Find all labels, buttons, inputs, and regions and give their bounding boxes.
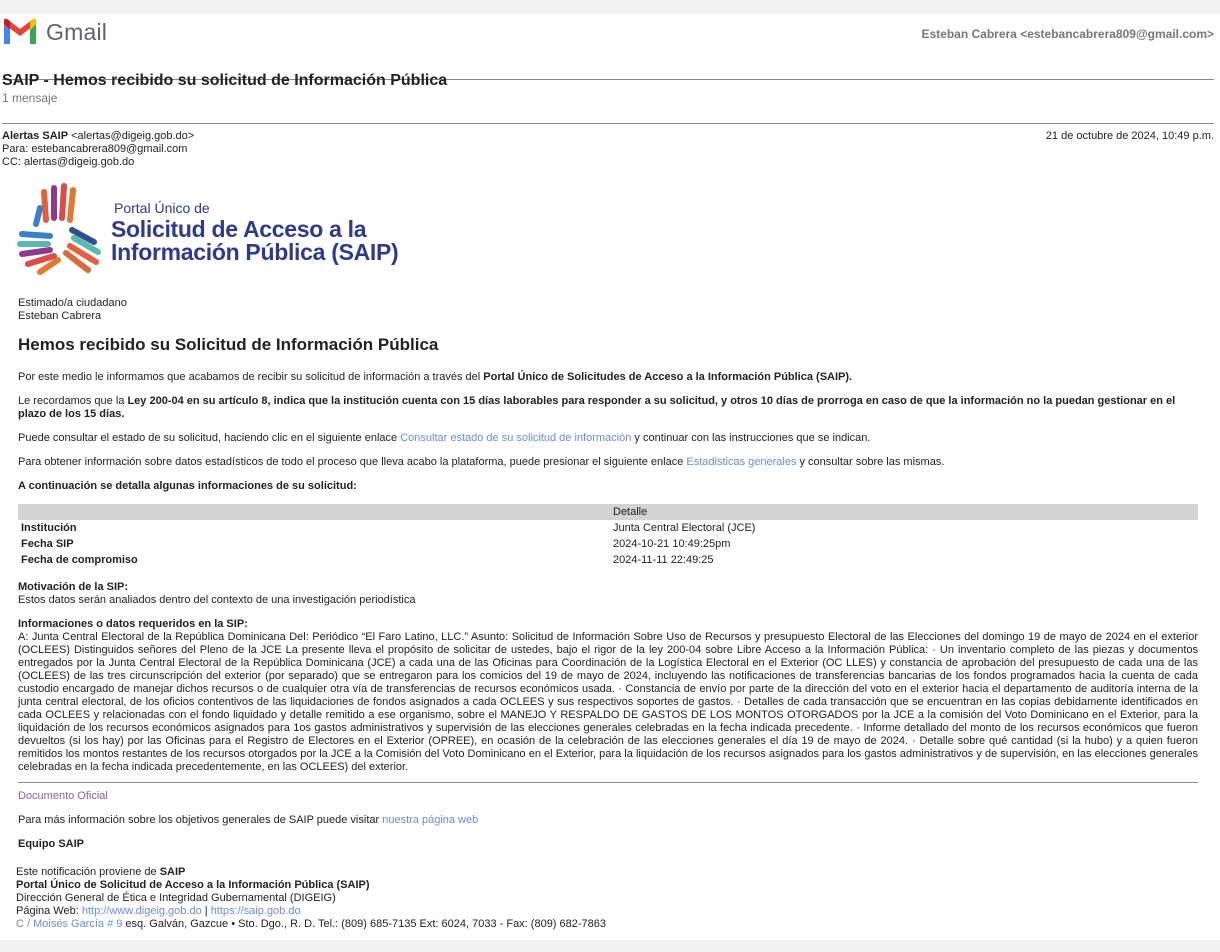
- body-heading: Hemos recibido su Solicitud de Información Pública: [18, 335, 439, 354]
- intro-text: Por este medio le informamos que acabamos de recibir su solicitud de información a través del: [18, 371, 484, 383]
- status-link[interactable]: Consultar estado de su solicitud de información: [400, 432, 632, 444]
- saip-logo-line3: Información Pública (SAIP): [111, 239, 399, 265]
- footer-text: Este notificación proviene de: [16, 866, 160, 878]
- footer-line1: [16, 866, 606, 879]
- message-count: 1 mensaje: [2, 91, 58, 105]
- footer-line2: Portal Único de Solicitud de Acceso a la Información Pública (SAIP): [16, 879, 370, 891]
- requested-text: A: Junta Central Electoral de la República Dominicana Del: Periódico “El Faro Latino, LLC.” Asunto: Solicitud de Información Sobre Uso de Recursos y presupuesto Electoral de las Elecciones del domingo 19 de mayo de 2024 en el exterior (OCLEES) Distinguidos señores del Pleno de la JCE La presente lleva el propósito de solicitar de ustedes, bajo el rigor de la ley 200-04 sobre Libre Acceso a la Información Pública: · Un inventario completo de las piezas y documentos entregados por la Junta Central Electoral de la República Dominicana (JCE) a cada una de las Oficinas para Coordinación de la Logística Electoral en el Exterior (OC LLES) y constancia de aprobación del presupuesto de cada una de las (OCLEES) de las tres circunscripción del exterior (por separado) que se entregaron para los comicios del 19 de mayo de 2024, incluyendo las notificaciones de transferencias bancarias de los fondos programados hacia la cuenta de cada custodio encargado de manejar dichos recursos o de cualquier otra vía de transferencias de recursos económicos usada. · Constancia de envío por parte de la dirección del voto en el exterior hacia el departamento de auditoría interna de la junta central electoral, de los oficios contentivos de las liquidaciones de fondos asignados a cada OCLEES y sus respectivos soportes de gastos. · Detalles de cada transacción que se encuentran en las copias debidamente identificados en cada OCLEES y relacionadas con el fondo liquidado y detalle remitido a ese organismo, sobre el MANEJO Y RESPALDO DE GASTOS DE LOS MONTOS OTORGADOS por la JCE a la comisión del Voto Dominicano en el Exterior, para la liquidación de los recursos económicos asignados para 1os gastos administrativos y supervisión de las elecciones generales celebradas en la fecha indicada precedente. · Informe detallado del monto de los recursos económicos que fueron devueltos (si los hay) por las Oficinas para el Registro de Electores en el Exterior (OPREE), en ocasión de la celebración de las elecciones generales el día 19 de mayo de 2024. · Detalle sobre qué cantidad (si la hubo) y a quien fueron remitidos los montos restantes de los recursos otorgados por la JCE a la Comisión del Voto Dominicano en el Exterior, para la liquidación de los recursos asignados para los gastos administrativos y de supervisión, en las elecciones generales celebradas en la fecha indicada precedentemente, en las OCLEES) del exterior.: [18, 631, 1198, 773]
- law-text: Le recordamos que la: [18, 395, 128, 407]
- gmail-wordmark: Gmail: [46, 18, 108, 45]
- details-intro: A continuación se detalla algunas informaciones de su solicitud:: [18, 480, 357, 492]
- to-line: Para: estebancabrera809@gmail.com: [2, 143, 188, 155]
- document-link[interactable]: Documento Oficial: [18, 790, 108, 802]
- row-label: Institución: [21, 522, 77, 534]
- digeig-link[interactable]: http://www.digeig.gob.do: [81, 905, 202, 917]
- requested-title: Informaciones o datos requeridos en la SIP:: [18, 618, 248, 630]
- details-table: [18, 504, 1198, 568]
- cc-line: CC: alertas@digeig.gob.do: [2, 156, 135, 168]
- details-header-row: [18, 504, 1198, 520]
- saip-emblem-icon: [16, 178, 111, 278]
- stats-text-after: y consultar sobre las mismas.: [796, 456, 945, 468]
- saip-logo-line1: Portal Único de: [114, 200, 210, 216]
- email-subject: SAIP - Hemos recibido su solicitud de Información Pública: [2, 72, 448, 89]
- saip-logo-line2: Solicitud de Acceso a la: [111, 216, 367, 242]
- intro-bold: Portal Único de Solicitudes de Acceso a la Información Pública (SAIP).: [483, 371, 853, 383]
- address-link[interactable]: C / Moisés García # 9: [16, 918, 123, 930]
- sender-name: Alertas SAIP: [2, 130, 69, 142]
- stats-text: Para obtener información sobre datos estadísticos de todo el proceso que lleva acabo la plataforma, puede presionar el siguiente enlace: [18, 456, 687, 468]
- message-date: 21 de octubre de 2024, 10:49 p.m.: [1045, 130, 1214, 142]
- sender-line: [2, 130, 194, 143]
- body-divider: [18, 782, 1198, 783]
- footer-web: [16, 905, 606, 918]
- footer: [16, 866, 606, 931]
- message-meta: [2, 130, 194, 169]
- motivation-title: Motivación de la SIP:: [18, 581, 129, 593]
- table-row: [18, 520, 1198, 536]
- row-value: 2024-10-21 10:49:25pm: [613, 538, 731, 550]
- row-value: Junta Central Electoral (JCE): [613, 522, 756, 534]
- saip-logo: [16, 178, 406, 278]
- more-info-text: Para más información sobre los objetivos generales de SAIP puede visitar: [18, 814, 383, 826]
- row-label: Fecha de compromiso: [21, 554, 138, 566]
- details-header: Detalle: [610, 504, 1198, 520]
- saip-link[interactable]: https://saip.gob.do: [210, 905, 301, 917]
- subject-divider: [2, 123, 1214, 124]
- footer-address: [16, 918, 606, 931]
- row-value: 2024-11-11 22:49:25: [613, 554, 714, 566]
- status-text: Puede consultar el estado de su solicitud, haciendo clic en el siguiente enlace: [18, 432, 401, 444]
- requested-section: [18, 618, 1198, 774]
- table-row: [18, 536, 1198, 552]
- gmail-m-icon: [2, 18, 38, 46]
- row-label: Fecha SIP: [21, 538, 74, 550]
- paragraph-law: [18, 395, 1198, 421]
- greeting-line1: Estimado/a ciudadano: [18, 297, 127, 309]
- web-separator: |: [201, 905, 211, 917]
- footer-bold: SAIP: [159, 866, 186, 878]
- greeting-line2: Esteban Cabrera: [18, 310, 102, 322]
- table-row: [18, 552, 1198, 568]
- sender-email: <alertas@digeig.gob.do>: [71, 130, 195, 142]
- stats-link[interactable]: Estadisticas generales: [686, 456, 797, 468]
- status-text-after: y continuar con las instrucciones que se indican.: [631, 432, 871, 444]
- gmail-header: [0, 16, 1220, 56]
- law-bold: Ley 200-04 en su artículo 8, indica que la institución cuenta con 15 días laborables para responder a su solicitud, y otros 10 días de prorroga en caso de que la información no la puedan gestionar en el plazo de los 15 días.: [18, 395, 1176, 420]
- gmail-logo: [2, 18, 107, 46]
- motivation-section: [18, 581, 1198, 607]
- footer-line3: Dirección General de Ética e Integridad Gubernamental (DIGEIG): [16, 892, 336, 904]
- team-signature: Equipo SAIP: [18, 838, 84, 850]
- paragraph-status: [18, 432, 1198, 445]
- document-link-row: [18, 790, 1198, 803]
- website-link[interactable]: nuestra página web: [382, 814, 479, 826]
- paragraph-intro: [18, 371, 1198, 384]
- web-label: Página Web:: [16, 905, 82, 917]
- paragraph-stats: [18, 456, 1198, 469]
- address-text: esq. Galván, Gazcue • Sto. Dgo., R. D. Tel.: (809) 685-7135 Ext: 6024, 7033 - Fax: (809) 682-7863: [122, 918, 607, 930]
- account-label: Esteban Cabrera <estebancabrera809@gmail.com>: [921, 27, 1214, 41]
- more-info: [18, 814, 1198, 827]
- greeting: [18, 297, 1198, 323]
- motivation-text: Estos datos serán analiados dentro del contexto de una investigación periodística: [18, 594, 416, 606]
